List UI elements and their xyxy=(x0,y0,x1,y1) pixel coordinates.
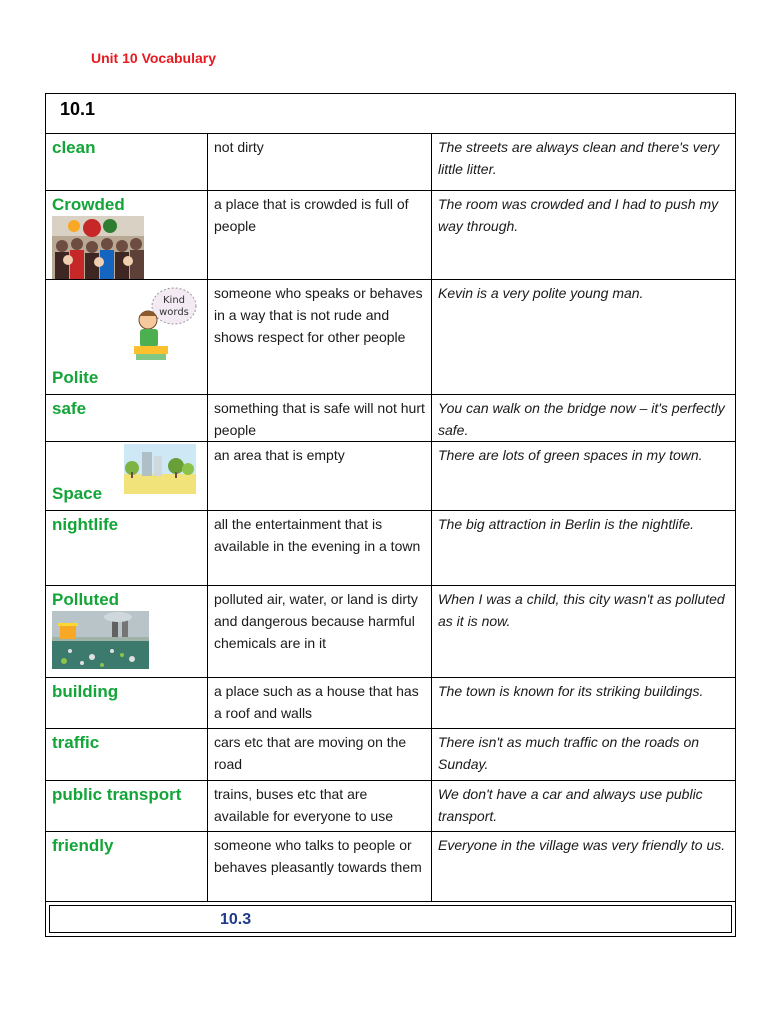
table-row xyxy=(46,280,736,395)
section-footer-row xyxy=(46,902,736,937)
green-space-image xyxy=(124,444,196,494)
table-row xyxy=(46,678,736,729)
table-row xyxy=(46,442,736,511)
section-header-row xyxy=(46,94,736,134)
example-cell: The town is known for its striking buildings. xyxy=(432,678,736,729)
word-cell xyxy=(46,191,208,280)
words-text: words xyxy=(159,307,189,318)
word-cell xyxy=(46,586,208,678)
example-cell: The big attraction in Berlin is the nightlife. xyxy=(432,511,736,586)
vocab-word: clean xyxy=(52,138,96,157)
definition-cell: someone who speaks or behaves in a way that is not rude and shows respect for other people xyxy=(208,280,432,395)
definition-cell: polluted air, water, or land is dirty and dangerous because harmful chemicals are in it xyxy=(208,586,432,678)
definition-cell: a place such as a house that has a roof and walls xyxy=(208,678,432,729)
definition-cell: not dirty xyxy=(208,134,432,191)
word-cell xyxy=(46,134,208,191)
word-cell xyxy=(46,280,208,395)
section-label: 10.3 xyxy=(220,911,252,928)
example-cell: There are lots of green spaces in my town. xyxy=(432,442,736,511)
section-footer-cell xyxy=(46,902,736,937)
definition-cell: someone who talks to people or behaves pleasantly towards them xyxy=(208,832,432,902)
example-cell: Everyone in the village was very friendly to us. xyxy=(432,832,736,902)
vocab-word: public transport xyxy=(52,785,182,804)
example-cell: Kevin is a very polite young man. xyxy=(432,280,736,395)
definition-cell: an area that is empty xyxy=(208,442,432,511)
word-cell xyxy=(46,729,208,781)
table-row xyxy=(46,395,736,442)
example-cell: The room was crowded and I had to push my way through. xyxy=(432,191,736,280)
vocab-word: traffic xyxy=(52,733,100,752)
word-cell xyxy=(46,678,208,729)
example-cell: When I was a child, this city wasn't as polluted as it is now. xyxy=(432,586,736,678)
kind-text: Kind xyxy=(162,295,186,306)
example-cell: The streets are always clean and there's very little litter. xyxy=(432,134,736,191)
table-row xyxy=(46,511,736,586)
word-cell xyxy=(46,781,208,832)
vocabulary-table xyxy=(45,93,736,937)
crowd-image xyxy=(52,216,144,279)
example-cell: We don't have a car and always use public transport. xyxy=(432,781,736,832)
pollution-image xyxy=(52,611,149,669)
section-label: 10.1 xyxy=(46,94,736,134)
section-box xyxy=(49,905,732,933)
vocab-word: Polluted xyxy=(52,590,120,609)
definition-cell: all the entertainment that is available in the evening in a town xyxy=(208,511,432,586)
table-row xyxy=(46,832,736,902)
definition-cell: a place that is crowded is full of people xyxy=(208,191,432,280)
word-cell xyxy=(46,442,208,511)
vocab-word: Crowded xyxy=(52,195,125,214)
vocab-word: Polite xyxy=(52,368,99,387)
table-row xyxy=(46,781,736,832)
kind-words-image xyxy=(128,282,198,366)
vocab-word: building xyxy=(52,682,119,701)
page-title: Unit 10 Vocabulary xyxy=(91,50,217,66)
word-cell xyxy=(46,832,208,902)
word-cell xyxy=(46,395,208,442)
word-cell xyxy=(46,511,208,586)
table-row xyxy=(46,729,736,781)
table-row xyxy=(46,586,736,678)
definition-cell: cars etc that are moving on the road xyxy=(208,729,432,781)
vocab-word: nightlife xyxy=(52,515,119,534)
definition-cell: trains, buses etc that are available for everyone to use xyxy=(208,781,432,832)
table-row xyxy=(46,191,736,280)
example-cell: There isn't as much traffic on the roads on Sunday. xyxy=(432,729,736,781)
vocab-word: Space xyxy=(52,484,103,503)
vocab-word: safe xyxy=(52,399,87,418)
definition-cell: something that is safe will not hurt people xyxy=(208,395,432,442)
vocab-word: friendly xyxy=(52,836,114,855)
example-cell: You can walk on the bridge now – it's perfectly safe. xyxy=(432,395,736,442)
table-row xyxy=(46,134,736,191)
